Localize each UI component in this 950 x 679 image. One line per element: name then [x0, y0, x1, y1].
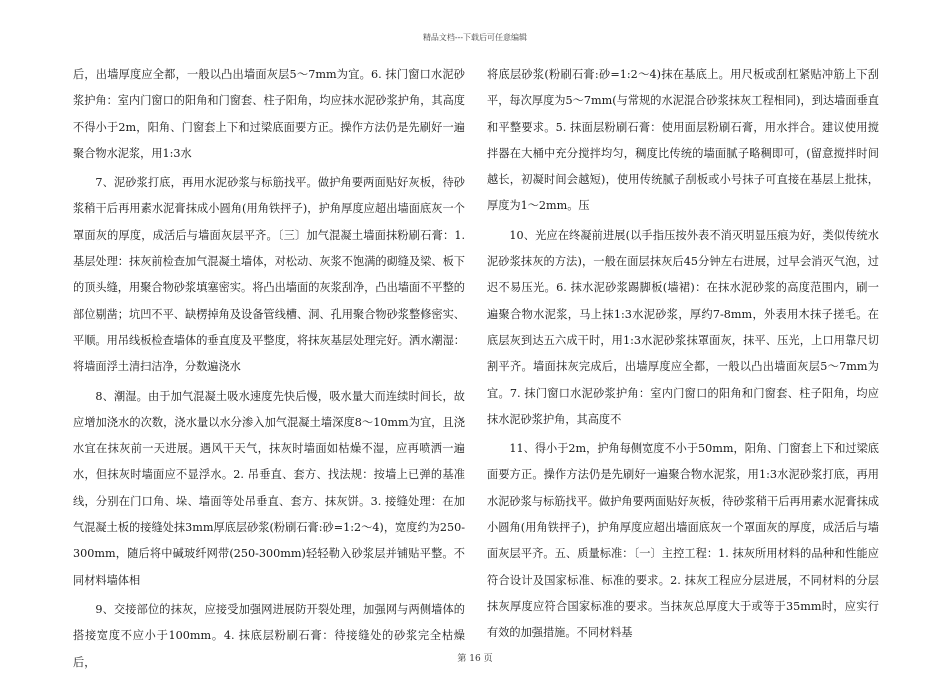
page-number: 第 16 页 [457, 654, 493, 664]
paragraph: 10、光应在终凝前进展(以手指压按外表不消灭明显压痕为好，类似传统水泥砂浆抹灰的方法)，一般在面层抹灰后45分钟左右进展，过早会消灭气泡，过迟不易压光。6. 抹水泥砂浆踢脚板(墙裙)：在抹水泥砂浆的高度范围内，刷一遍聚合物水泥浆，马上抹1:3水泥砂浆，厚约7-8mm，外表用木抹子搓毛。在底层灰到达五六成干时，用1:3水泥砂浆抹罩面灰，抹平、压光，上口用靠尺切割平齐。墙面抹灰完成后，出墙厚度应全都，一般以凸出墙面灰层5～7mm为宜。7. 抹门窗口水泥砂浆护角：室内门窗口的阳角和门窗套、柱子阳角，均应抹水泥砂浆护角，其高度不 [487, 228, 879, 426]
left-column [73, 62, 465, 679]
paragraph: 11、得小于2m，护角每侧宽度不小于50mm，阳角、门窗套上下和过梁底面要方正。操作方法仍是先刷好一遍聚合物水泥浆，用1:3水泥砂浆打底，再用水泥砂浆与标筋找平。做护角要两面贴好灰板，待砂浆稍干后再用素水泥膏抹成小圆角(用角铁抨子)，护角厚度应超出墙面底灰一个罩面灰的厚度，成活后与墙面灰层平齐。五、质量标准：〔一〕主控工程：1. 抹灰所用材料的品种和性能应符合设计及国家标准、标准的要求。2. 抹灰工程应分层进展，不同材料的分层抹灰厚度应符合国家标准的要求。当抹灰总厚度大于或等于35mm时，应实行有效的加强措施。不同材料基 [487, 442, 879, 640]
paragraph: 后，出墙厚度应全都，一般以凸出墙面灰层5～7mm为宜。6. 抹门窗口水泥砂浆护角：室内门窗口的阳角和门窗套、柱子阳角，均应抹水泥砂浆护角，其高度不得小于2m，阳角、门窗套上下和过梁底面要方正。操作方法仍是先刷好一遍聚合物水泥浆，用1:3水 [73, 68, 465, 160]
paragraph: 9、交接部位的抹灰，应接受加强网进展防开裂处理，加强网与两侧墙体的搭接宽度不应小于100mm。4. 抹底层粉刷石膏：待接缝处的砂浆完全枯燥后， [73, 602, 465, 669]
page-header: 精品文档---下载后可任意编辑 [422, 33, 528, 42]
right-column [487, 62, 879, 650]
paragraph: 将底层砂浆(粉刷石膏:砂=1:2～4)抹在基底上。用尺板或刮杠紧贴冲筋上下刮平，每次厚度为5～7mm(与常规的水泥混合砂浆抹灰工程相同)，到达墙面垂直和平整要求。5. 抹面层粉刷石膏：使用面层粉刷石膏，用水拌合。建议使用搅拌器在大桶中充分搅拌均匀，稠度比传统的墙面腻子略稠即可，(留意搅拌时间越长，初凝时间会越短)，使用传统腻子刮板或小号抹子可直接在基层上批抹，厚度为1～2mm。压 [487, 68, 879, 213]
paragraph: 7、泥砂浆打底，再用水泥砂浆与标筋找平。做护角要两面贴好灰板，待砂浆稍干后再用素水泥膏抹成小圆角(用角铁抨子)，护角厚度应超出墙面底灰一个罩面灰的厚度，成活后与墙面灰层平齐。〔三〕加气混凝土墙面抹粉刷石膏：1.基层处理：抹灰前检查加气混凝土墙体，对松动、灰浆不饱满的砌缝及梁、板下的顶头缝，用聚合物砂浆填塞密实。将凸出墙面的灰浆刮净，凸出墙面不平整的部位剔凿；坑凹不平、缺楞掉角及设备管线槽、洞、孔用聚合物砂浆整修密实、平顺。用吊线板检查墙体的垂直度及平整度，将抹灰基层处理完好。洒水潮湿：将墙面浮土清扫洁净，分数遍浇水 [73, 176, 465, 374]
paragraph: 8、潮湿。由于加气混凝土吸水速度先快后慢，吸水量大而连续时间长，故应增加浇水的次数，浇水量以水分渗入加气混凝土墙深度8～10mm为宜，且浇水宜在抹灰前一天进展。遇风干天气，抹灰时墙面如枯燥不湿，应再喷洒一遍水，但抹灰时墙面应不显浮水。2. 吊垂直、套方、找法规：按墙上已弹的基准线，分别在门口角、垛、墙面等处吊垂直、套方、抹灰饼。3. 接缝处理：在加气混凝土板的接缝处抹3mm厚底层砂浆(粉刷石膏:砂=1:2～4)，宽度约为250-300mm，随后将中碱玻纤网带(250-300mm)轻轻勒入砂浆层并铺贴平整。不同材料墙体相 [73, 389, 465, 587]
